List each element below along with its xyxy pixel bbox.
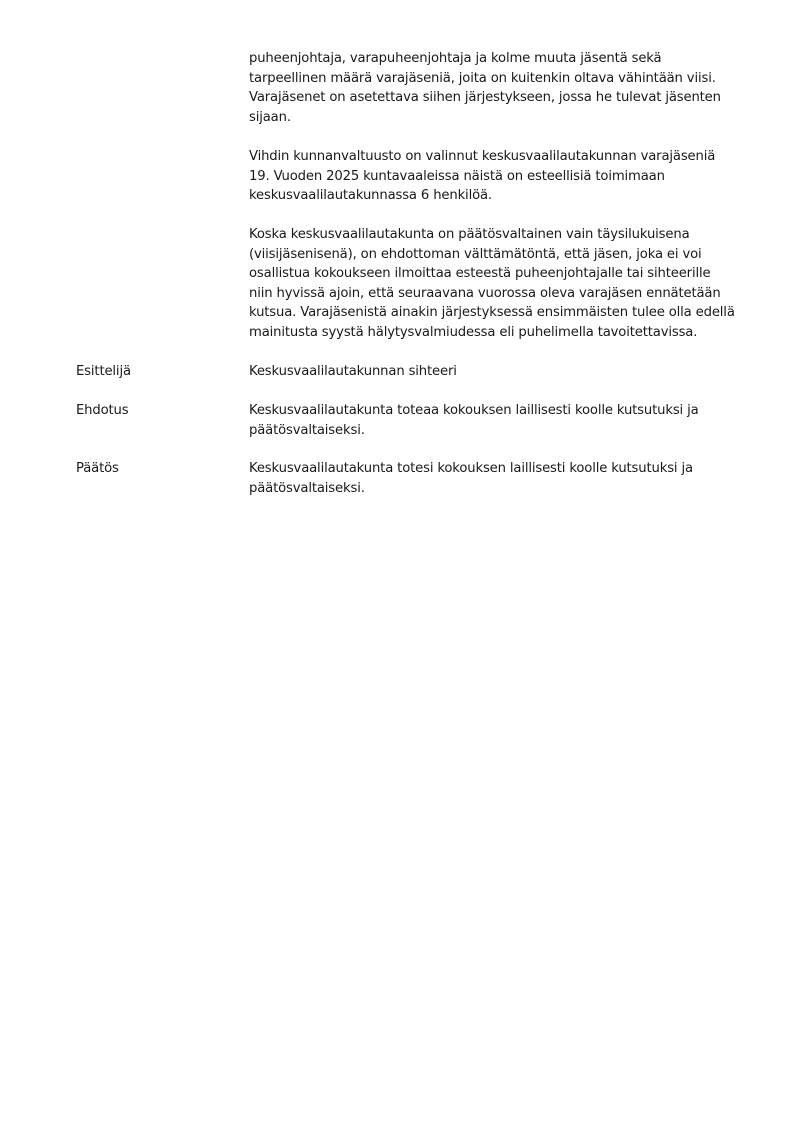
section-label-ehdotus: Ehdotus bbox=[76, 403, 129, 418]
text-line: päätösvaltaiseksi. bbox=[249, 422, 365, 438]
section-content-esittelija bbox=[249, 362, 739, 382]
text-line: osallistua kokoukseen ilmoittaa esteestä puheenjohtajalle tai sihteerille bbox=[249, 266, 711, 281]
text-line: keskusvaalilautakunnassa 6 henkilöä. bbox=[249, 188, 492, 203]
text-line: sijaan. bbox=[249, 109, 291, 125]
text-line: Varajäsenet on asetettava siihen järjestykseen, jossa he tulevat jäsenten bbox=[249, 90, 721, 105]
text-line: (viisijäsenisenä), on ehdottoman välttämätöntä, että jäsen, joka ei voi bbox=[249, 246, 702, 262]
paragraph-quorum bbox=[249, 225, 739, 342]
paragraph-deputy-members bbox=[249, 147, 739, 206]
section-content-paatos bbox=[249, 459, 739, 498]
text-line: Keskusvaalilautakunta totesi kokouksen laillisesti koolle kutsutuksi ja bbox=[249, 461, 693, 476]
text-line: puheenjohtaja, varapuheenjohtaja ja kolme muuta jäsentä sekä bbox=[249, 51, 662, 66]
text-line: niin hyvissä ajoin, että seuraavana vuorossa oleva varajäsen ennätetään bbox=[249, 285, 721, 301]
text-line: Keskusvaalilautakunta toteaa kokouksen laillisesti koolle kutsutuksi ja bbox=[249, 403, 699, 418]
text-line: päätösvaltaiseksi. bbox=[249, 480, 365, 496]
section-label-esittelija: Esittelijä bbox=[76, 364, 131, 379]
section-content-ehdotus bbox=[249, 401, 739, 440]
text-line: Koska keskusvaalilautakunta on päätösvaltainen vain täysilukuisena bbox=[249, 227, 690, 242]
section-label-paatos: Päätös bbox=[76, 461, 119, 476]
text-line: Vihdin kunnanvaltuusto on valinnut keskusvaalilautakunnan varajäseniä bbox=[249, 149, 716, 164]
paragraph-board-composition bbox=[249, 49, 739, 127]
text-line: kutsua. Varajäsenistä ainakin järjestyksessä ensimmäisten tulee olla edellä bbox=[249, 305, 735, 320]
text-line: tarpeellinen määrä varajäseniä, joita on kuitenkin oltava vähintään viisi. bbox=[249, 70, 716, 86]
text-line: Keskusvaalilautakunnan sihteeri bbox=[249, 364, 457, 379]
text-line: 19. Vuoden 2025 kuntavaaleissa näistä on esteellisiä toimimaan bbox=[249, 168, 665, 184]
text-line: mainitusta syystä hälytysvalmiudessa eli puhelimella tavoitettavissa. bbox=[249, 324, 698, 340]
